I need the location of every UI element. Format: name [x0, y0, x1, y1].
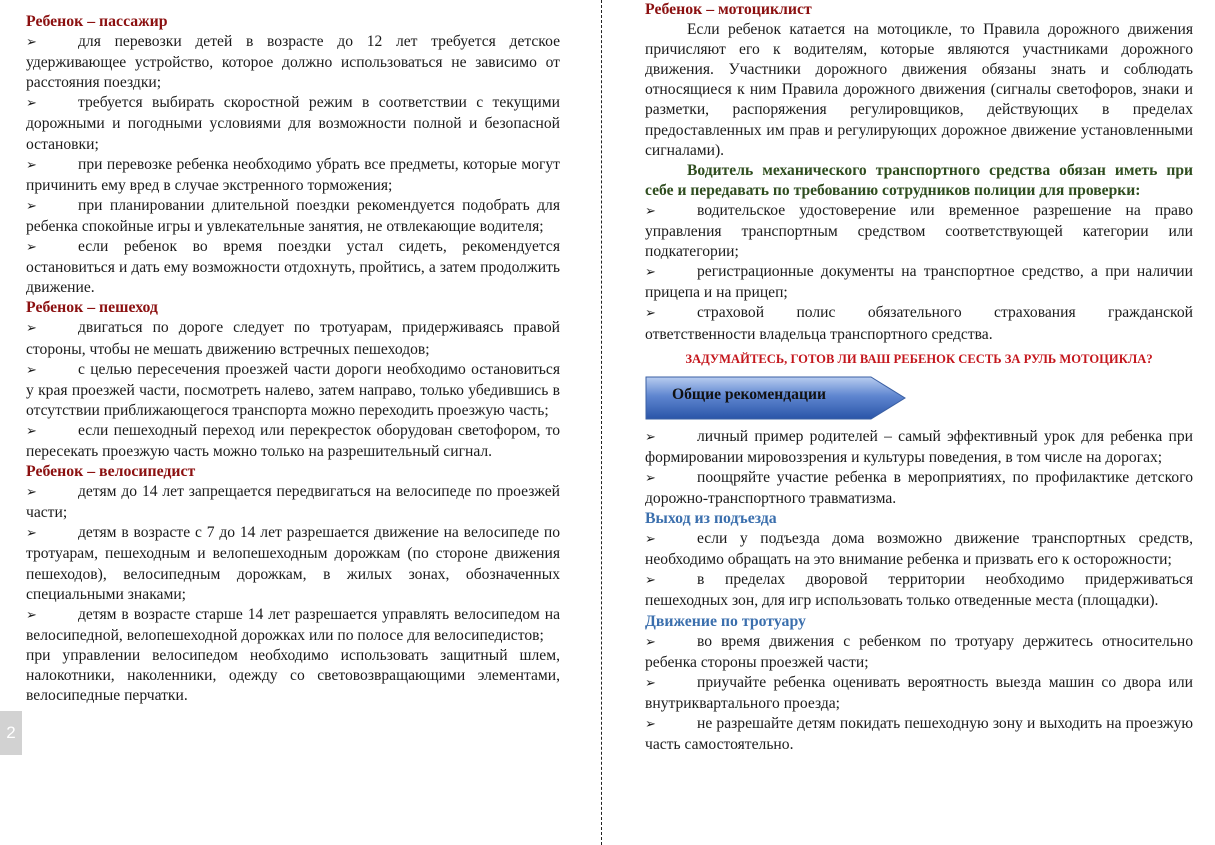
page-number-badge: 2	[0, 711, 22, 755]
list-item	[645, 714, 1193, 755]
list-item	[26, 32, 560, 93]
list-item-text: если ребенок во время поездки устал сидеть, рекомендуется остановиться и дать ему возможности отдохнуть, пройтись, а затем продолжить движение.	[26, 238, 560, 297]
bullet-arrow-icon: ➢	[645, 429, 656, 445]
cyclist-list	[26, 482, 560, 706]
list-item	[26, 237, 560, 298]
list-item-text: во время движения с ребенком по тротуару держитесь относительно ребенка стороны проезжей части;	[645, 632, 1193, 671]
bullet-arrow-icon: ➢	[645, 717, 656, 732]
bullet-arrow-icon: ➢	[26, 362, 37, 378]
exit-list	[645, 529, 1193, 611]
motorcyclist-paragraph: Если ребенок катается на мотоцикле, то Правила дорожного движения причисляют его к водителям, которые являются участниками дорожного движения. Участники дорожного движения обязаны знать и соблюдать относящиеся к ним Правила дорожного движения (сигналы светофоров, знаки и разметки, распоряжения регулировщиков, действующих в пределах предоставленных им прав и регулирующих дорожное движение установленными сигналами).	[645, 21, 1193, 159]
bullet-arrow-icon: ➢	[645, 532, 656, 548]
list-item	[26, 93, 560, 154]
list-item-text: приучайте ребенка оценивать вероятность выезда машин со двора или внутриквартального проезда;	[645, 673, 1193, 712]
list-item-text: для перевозки детей в возрасте до 12 лет требуется детское удерживающее устройство, которое должно использоваться не зависимо от расстояния поездки;	[26, 33, 560, 92]
list-item-text: двигаться по дороге следует по тротуарам, придерживаясь правой стороны, чтобы не мешать движению встречных пешеходов;	[26, 319, 560, 358]
list-item-text: регистрационные документы на транспортное средство, а при наличии прицепа и на прицеп;	[645, 263, 1193, 302]
bullet-arrow-icon: ➢	[645, 265, 656, 281]
list-item-text: детям до 14 лет запрещается передвигаться на велосипеде по проезжей части;	[26, 483, 560, 522]
list-item	[645, 262, 1193, 303]
driver-documents-list	[645, 201, 1193, 345]
cyclist-last-paragraph: при управлении велосипедом необходимо использовать защитный шлем, налокотники, наколенники, одежду со световозвращающими элементами, велосипедные перчатки.	[26, 646, 560, 705]
driver-duty-heading: Водитель механического транспортного средства обязан иметь при себе и передавать по требованию сотрудников полиции для проверки:	[645, 161, 1193, 199]
general-recommendations-banner	[645, 375, 907, 421]
column-divider	[601, 0, 602, 845]
bullet-arrow-icon: ➢	[26, 485, 37, 501]
general-list	[645, 427, 1193, 509]
list-item	[645, 468, 1193, 509]
list-item-text: если пешеходный переход или перекресток оборудован светофором, то пересекать проезжую часть можно только на разрешительный сигнал.	[26, 421, 560, 460]
list-item	[26, 523, 560, 604]
list-item-text: с целью пересечения проезжей части дороги необходимо остановиться у края проезжей части, посмотреть налево, затем направо, только убедившись в отсутствии приближающегося транспорта можно переходить проезжую часть;	[26, 360, 560, 419]
right-column	[645, 0, 1193, 755]
bullet-arrow-icon: ➢	[26, 198, 37, 214]
bullet-arrow-icon: ➢	[26, 96, 37, 112]
list-item-text: личный пример родителей – самый эффективный урок для ребенка при формировании мировоззрения и культуры поведения, в том числе на дорогах;	[645, 427, 1193, 466]
sidewalk-list	[645, 632, 1193, 756]
bullet-arrow-icon: ➢	[26, 526, 37, 542]
section-title-passenger: Ребенок – пассажир	[26, 13, 168, 30]
motorcycle-warning: ЗАДУМАЙТЕСЬ, ГОТОВ ЛИ ВАШ РЕБЕНОК СЕСТЬ ЗА РУЛЬ МОТОЦИКЛА?	[685, 351, 1153, 366]
bullet-arrow-icon: ➢	[645, 470, 656, 486]
bullet-arrow-icon: ➢	[645, 306, 656, 322]
list-item-text: детям в возрасте с 7 до 14 лет разрешается движение на велосипеде по тротуарам, пешеходным и велопешеходным дорожкам (по стороне движения пешеходов), велосипедным дорожкам, в жилых зонах, обозначенных специальными знаками;	[26, 524, 560, 603]
passenger-list	[26, 32, 560, 298]
list-item	[645, 201, 1193, 262]
bullet-arrow-icon: ➢	[26, 157, 37, 173]
section-title-exit: Выход из подъезда	[645, 510, 777, 528]
bullet-arrow-icon: ➢	[645, 634, 656, 650]
list-item-text: при перевозке ребенка необходимо убрать все предметы, которые могут причинить ему вред в случае экстренного торможения;	[26, 155, 560, 194]
bullet-arrow-icon: ➢	[26, 607, 37, 623]
list-item	[26, 318, 560, 359]
list-item	[645, 673, 1193, 714]
list-item	[26, 360, 560, 421]
list-item-text: не разрешайте детям покидать пешеходную зону и выходить на проезжую часть самостоятельно.	[645, 715, 1193, 754]
list-item-text: если у подъезда дома возможно движение транспортных средств, необходимо обращать на это внимание ребенка и призвать его к осторожности;	[645, 530, 1193, 569]
list-item	[26, 482, 560, 523]
bullet-arrow-icon: ➢	[645, 203, 656, 219]
section-title-pedestrian: Ребенок – пешеход	[26, 299, 158, 317]
list-item-text: в пределах дворовой территории необходимо придерживаться пешеходных зон, для игр использовать только отведенные места (площадки).	[645, 571, 1193, 610]
bullet-arrow-icon: ➢	[26, 423, 37, 439]
list-item	[645, 529, 1193, 570]
list-item	[645, 570, 1193, 611]
list-item-text: при планировании длительной поездки рекомендуется подобрать для ребенка спокойные игры и увлекательные занятия, не отвлекающие водителя;	[26, 196, 560, 235]
section-title-cyclist: Ребенок – велосипедист	[26, 463, 196, 481]
bullet-arrow-icon: ➢	[26, 321, 37, 337]
bullet-arrow-icon: ➢	[26, 35, 37, 51]
list-item-text: поощряйте участие ребенка в мероприятиях, по профилактике детского дорожно-транспортного травматизма.	[645, 468, 1193, 507]
bullet-arrow-icon: ➢	[645, 573, 656, 589]
bullet-arrow-icon: ➢	[645, 675, 656, 691]
banner-label: Общие рекомендации	[672, 385, 826, 403]
list-item	[26, 155, 560, 196]
left-column	[26, 12, 560, 706]
list-item	[26, 196, 560, 237]
section-title-motorcyclist: Ребенок – мотоциклист	[645, 1, 812, 18]
list-item	[645, 427, 1193, 468]
section-title-sidewalk: Движение по тротуару	[645, 612, 806, 630]
list-item-text: детям в возрасте старше 14 лет разрешается управлять велосипедом на велосипедной, велопешеходной дорожках или по полосе для велосипедистов;	[26, 605, 560, 644]
bullet-arrow-icon: ➢	[26, 240, 37, 256]
pedestrian-list	[26, 318, 560, 462]
list-item	[26, 421, 560, 462]
list-item	[645, 632, 1193, 673]
list-item	[645, 303, 1193, 344]
list-item-text: страховой полис обязательного страхования гражданской ответственности владельца транспортного средства.	[645, 304, 1193, 343]
list-item	[26, 605, 560, 646]
list-item-text: водительское удостоверение или временное разрешение на право управления транспортным средством соответствующей категории или подкатегории;	[645, 201, 1193, 261]
list-item-text: требуется выбирать скоростной режим в соответствии с текущими дорожными и погодными условиями для возможности полной и безопасной остановки;	[26, 94, 560, 153]
